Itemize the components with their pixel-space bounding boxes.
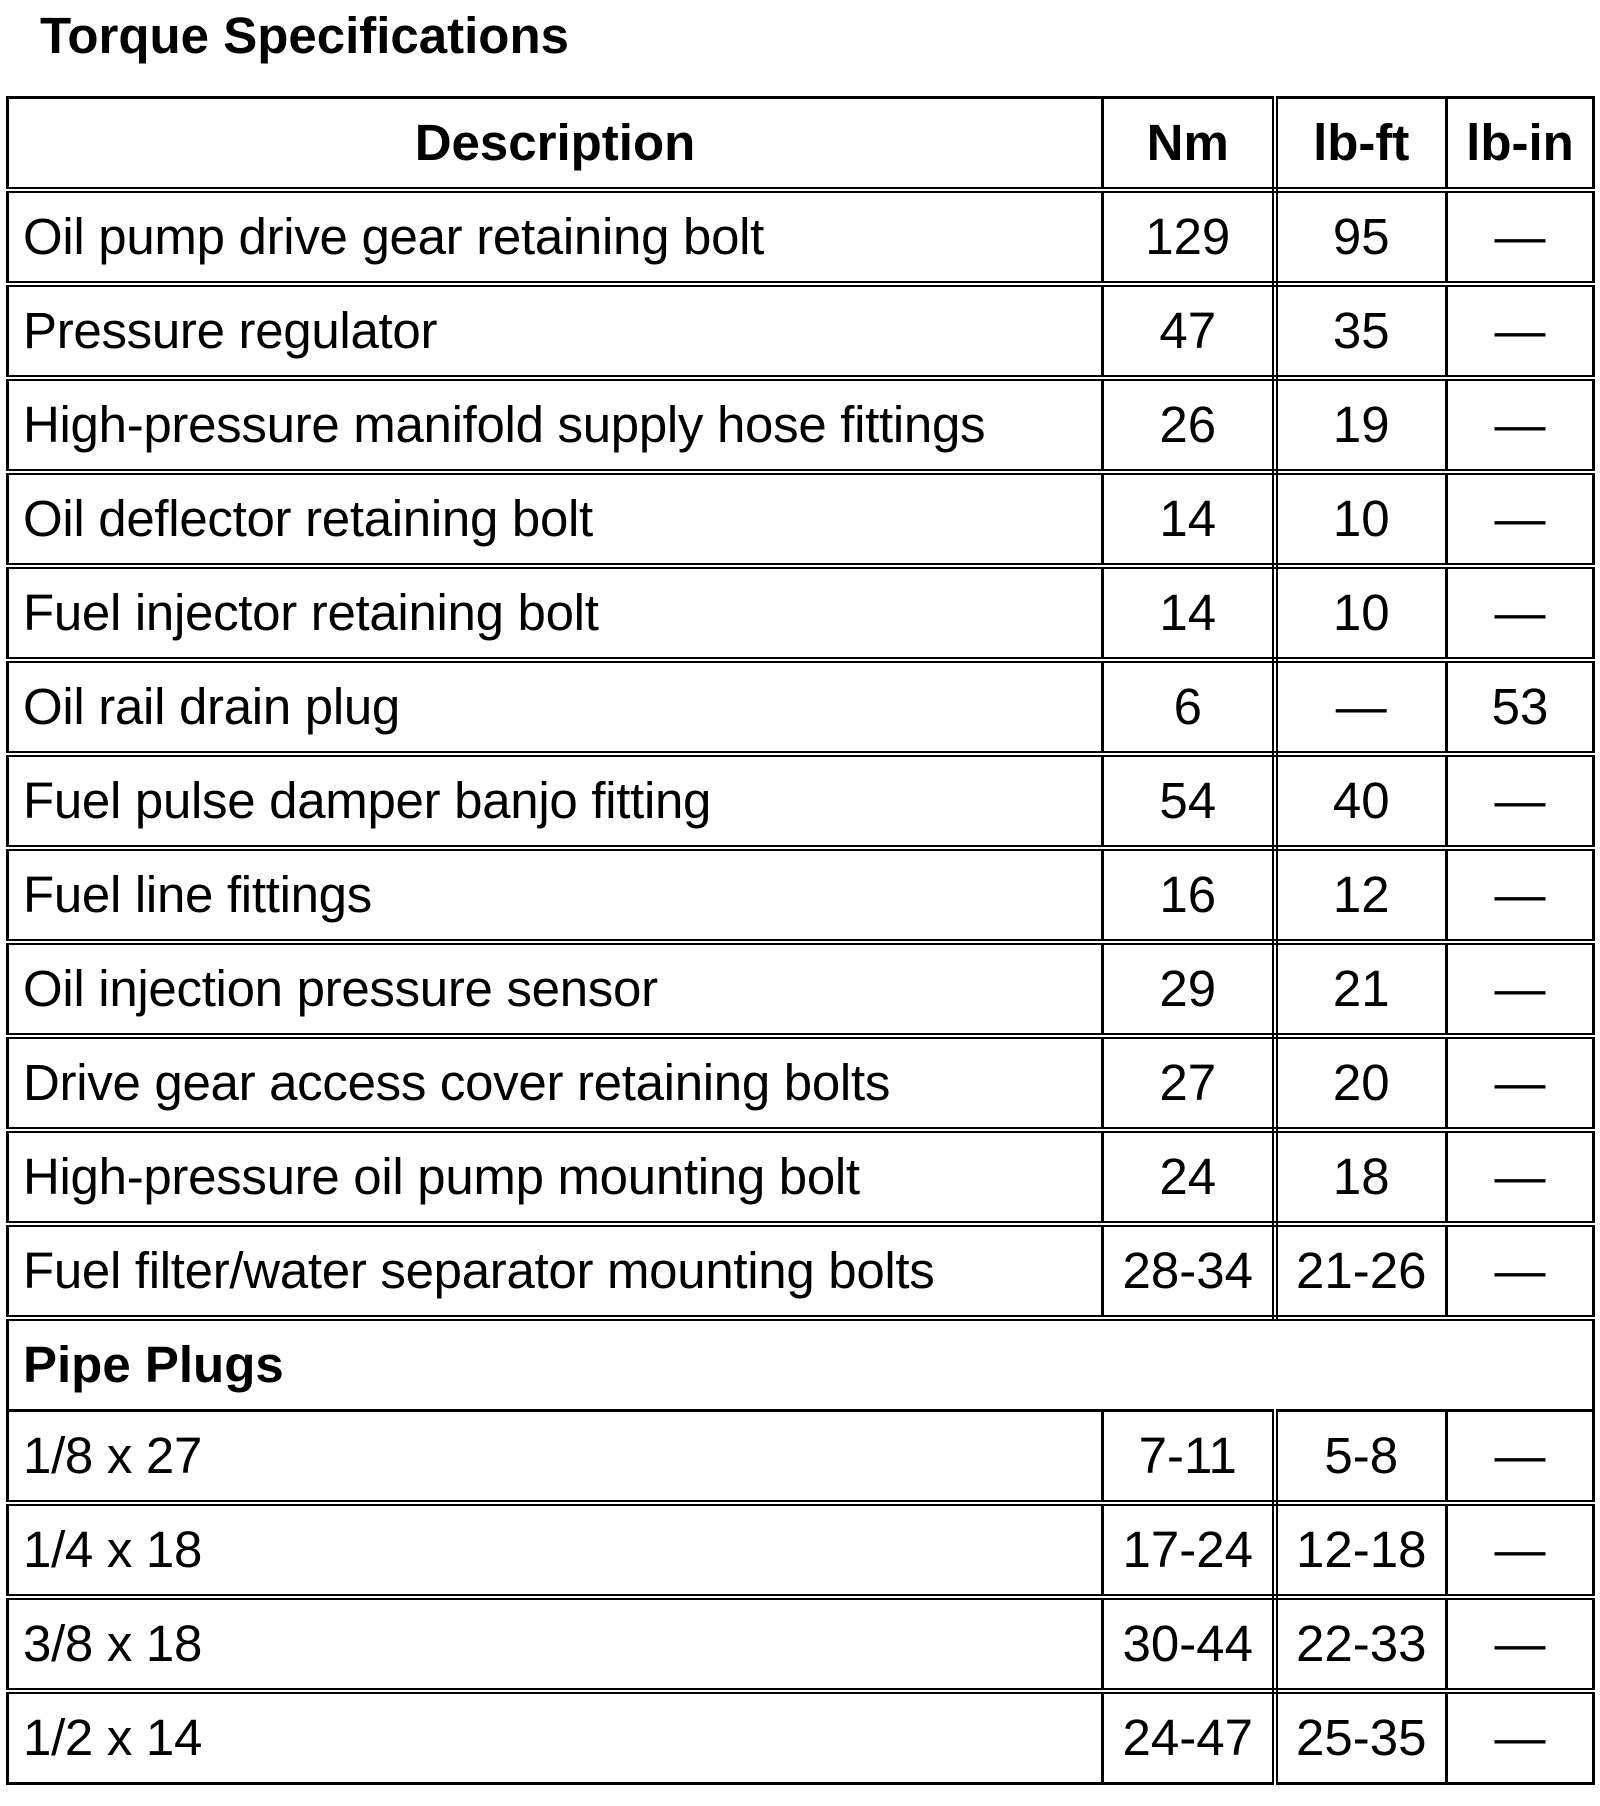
description-cell: Oil pump drive gear retaining bolt <box>8 190 1103 284</box>
lbin-cell: 53 <box>1447 660 1594 754</box>
nm-cell: 14 <box>1103 566 1275 660</box>
table-row <box>8 1503 1594 1597</box>
table-row <box>8 190 1594 284</box>
nm-cell: 24 <box>1103 1130 1275 1224</box>
table-row <box>8 942 1594 1036</box>
nm-cell: 27 <box>1103 1036 1275 1130</box>
nm-cell: 16 <box>1103 848 1275 942</box>
column-header-nm: Nm <box>1103 98 1275 191</box>
section-header-row <box>8 1318 1594 1411</box>
lbin-cell: — <box>1447 848 1594 942</box>
table-row <box>8 472 1594 566</box>
lbft-cell: 19 <box>1275 378 1447 472</box>
description-cell: High-pressure manifold supply hose fittings <box>8 378 1103 472</box>
lbin-cell: — <box>1447 942 1594 1036</box>
description-cell: 1/2 x 14 <box>8 1691 1103 1784</box>
column-header-lbin: lb-in <box>1447 98 1594 191</box>
nm-cell: 7-11 <box>1103 1411 1275 1504</box>
lbin-cell: — <box>1447 1224 1594 1318</box>
lbft-cell: 20 <box>1275 1036 1447 1130</box>
description-cell: Drive gear access cover retaining bolts <box>8 1036 1103 1130</box>
column-header-description: Description <box>8 98 1103 191</box>
table-row <box>8 754 1594 848</box>
lbft-cell: 12 <box>1275 848 1447 942</box>
nm-cell: 28-34 <box>1103 1224 1275 1318</box>
lbin-cell: — <box>1447 472 1594 566</box>
table-row <box>8 566 1594 660</box>
nm-cell: 47 <box>1103 284 1275 378</box>
lbft-cell: 10 <box>1275 472 1447 566</box>
description-cell: Fuel pulse damper banjo fitting <box>8 754 1103 848</box>
lbin-cell: — <box>1447 190 1594 284</box>
lbin-cell: — <box>1447 566 1594 660</box>
lbin-cell: — <box>1447 284 1594 378</box>
column-header-lbft: lb-ft <box>1275 98 1447 191</box>
nm-cell: 17-24 <box>1103 1503 1275 1597</box>
nm-cell: 6 <box>1103 660 1275 754</box>
lbft-cell: 95 <box>1275 190 1447 284</box>
description-cell: 3/8 x 18 <box>8 1597 1103 1691</box>
nm-cell: 30-44 <box>1103 1597 1275 1691</box>
lbin-cell: — <box>1447 1503 1594 1597</box>
table-row <box>8 1597 1594 1691</box>
lbft-cell: 40 <box>1275 754 1447 848</box>
description-cell: Pressure regulator <box>8 284 1103 378</box>
header-row <box>8 98 1594 191</box>
lbin-cell: — <box>1447 378 1594 472</box>
lbft-cell: 22-33 <box>1275 1597 1447 1691</box>
description-cell: 1/4 x 18 <box>8 1503 1103 1597</box>
table-row <box>8 660 1594 754</box>
page-title: Torque Specifications <box>40 7 569 64</box>
description-cell: High-pressure oil pump mounting bolt <box>8 1130 1103 1224</box>
lbft-cell: 21-26 <box>1275 1224 1447 1318</box>
lbin-cell: — <box>1447 1411 1594 1504</box>
table-row <box>8 848 1594 942</box>
table-row <box>8 284 1594 378</box>
nm-cell: 129 <box>1103 190 1275 284</box>
lbin-cell: — <box>1447 1036 1594 1130</box>
table-row <box>8 1691 1594 1784</box>
nm-cell: 26 <box>1103 378 1275 472</box>
lbft-cell: 35 <box>1275 284 1447 378</box>
lbft-cell: 18 <box>1275 1130 1447 1224</box>
nm-cell: 14 <box>1103 472 1275 566</box>
lbft-cell: 25-35 <box>1275 1691 1447 1784</box>
torque-spec-table <box>6 96 1595 1785</box>
table-header <box>8 98 1594 191</box>
description-cell: Fuel injector retaining bolt <box>8 566 1103 660</box>
description-cell: Oil injection pressure sensor <box>8 942 1103 1036</box>
lbin-cell: — <box>1447 1691 1594 1784</box>
lbft-cell: — <box>1275 660 1447 754</box>
description-cell: 1/8 x 27 <box>8 1411 1103 1504</box>
description-cell: Fuel line fittings <box>8 848 1103 942</box>
lbin-cell: — <box>1447 1130 1594 1224</box>
table-row <box>8 1224 1594 1318</box>
table-row <box>8 1130 1594 1224</box>
section-header-pipe-plugs: Pipe Plugs <box>8 1318 1594 1411</box>
lbin-cell: — <box>1447 754 1594 848</box>
description-cell: Fuel filter/water separator mounting bolts <box>8 1224 1103 1318</box>
table-row <box>8 378 1594 472</box>
lbin-cell: — <box>1447 1597 1594 1691</box>
nm-cell: 29 <box>1103 942 1275 1036</box>
description-cell: Oil deflector retaining bolt <box>8 472 1103 566</box>
lbft-cell: 10 <box>1275 566 1447 660</box>
lbft-cell: 21 <box>1275 942 1447 1036</box>
nm-cell: 54 <box>1103 754 1275 848</box>
table-row <box>8 1036 1594 1130</box>
nm-cell: 24-47 <box>1103 1691 1275 1784</box>
table-row <box>8 1411 1594 1504</box>
lbft-cell: 12-18 <box>1275 1503 1447 1597</box>
table-body <box>8 190 1594 1784</box>
lbft-cell: 5-8 <box>1275 1411 1447 1504</box>
description-cell: Oil rail drain plug <box>8 660 1103 754</box>
